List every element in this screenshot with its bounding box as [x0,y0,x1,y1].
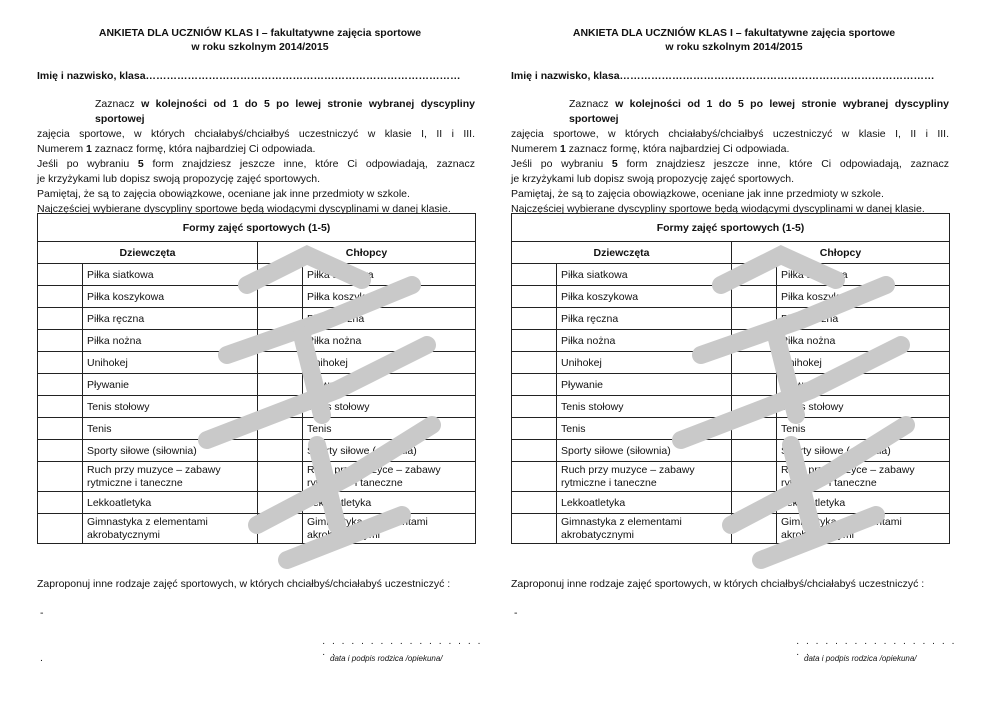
table-row [512,396,950,418]
rank-box-girls[interactable] [512,352,557,374]
rank-box-boys[interactable] [732,418,777,440]
table-row [512,514,950,544]
rank-box-girls[interactable] [512,374,557,396]
rank-box-girls[interactable] [38,396,83,418]
col-girls: Dziewczęta [38,242,258,264]
rank-box-girls[interactable] [38,330,83,352]
rank-box-boys[interactable] [258,462,303,492]
sport-label-boys: Piłka siatkowa [303,264,476,286]
sport-label-boys: Pływanie [777,374,950,396]
table-row [512,418,950,440]
table-row [38,440,476,462]
table-row [38,514,476,544]
table-row [38,286,476,308]
instructions: Zaznacz w kolejności od 1 do 5 po lewej stronie wybranej dyscypliny sportowej zajęcia sportowe, w których chciałabyś/chciałbyś uczestniczyć w klasie I, II i III. Numerem 1 zaznacz formę, która najbardziej Ci odpowiada. Jeśli po wybraniu 5 form znajdziesz jeszcze inne, które Ci odpowiadają, zaznacz je krzyżykami lub dopisz swoją propozycję zajęć sportowych. Pamiętaj, że są to zajęcia obowiązkowe, oceniane jak inne przedmioty w szkole. Najczęściej wybierane dyscypliny sportowe będą wiodącymi dyscyplinami w danej klasie. [511,98,949,215]
table-row [38,462,476,492]
signature-label: data i podpis rodzica /opiekuna/ [804,654,917,663]
sport-label-girls: Piłka nożna [83,330,258,352]
sport-label-girls: Sporty siłowe (siłownia) [83,440,258,462]
rank-box-boys[interactable] [732,396,777,418]
rank-box-boys[interactable] [258,308,303,330]
rank-box-girls[interactable] [512,330,557,352]
sport-label-girls: Piłka nożna [557,330,732,352]
signature-dots[interactable]: · · · · · · · · · · · · · · · · · · · [796,638,957,660]
sport-label-boys: Unihokej [303,352,476,374]
signature-label: data i podpis rodzica /opiekuna/ [330,654,443,663]
rank-box-boys[interactable] [732,352,777,374]
rank-box-boys[interactable] [258,396,303,418]
sport-label-girls: Lekkoatletyka [83,492,258,514]
rank-box-girls[interactable] [38,286,83,308]
sport-label-girls: Tenis [557,418,732,440]
table-row [512,374,950,396]
col-boys: Chłopcy [258,242,476,264]
col-girls: Dziewczęta [512,242,732,264]
sport-label-boys: Tenis [777,418,950,440]
sport-label-girls: Tenis stołowy [83,396,258,418]
rank-box-boys[interactable] [732,374,777,396]
sport-label-girls: Unihokej [83,352,258,374]
table-row [38,264,476,286]
rank-box-boys[interactable] [258,264,303,286]
sport-label-girls: Piłka ręczna [557,308,732,330]
rank-box-girls[interactable] [512,308,557,330]
sport-label-girls: Lekkoatletyka [557,492,732,514]
table-row [38,492,476,514]
table-row [512,440,950,462]
sport-label-boys: Sporty siłowe (siłownia) [303,440,476,462]
rank-box-girls[interactable] [512,514,557,544]
survey-form-left [37,0,483,701]
sport-label-girls: Ruch przy muzyce – zabawy rytmiczne i taneczne [83,462,258,492]
rank-box-boys[interactable] [732,286,777,308]
sport-label-girls: Piłka koszykowa [557,286,732,308]
table-row [512,352,950,374]
rank-box-girls[interactable] [38,374,83,396]
table-row [512,286,950,308]
rank-box-boys[interactable] [732,492,777,514]
table-row [38,352,476,374]
rank-box-boys[interactable] [258,286,303,308]
table-row [512,492,950,514]
sport-label-girls: Gimnastyka z elementami akrobatycznymi [557,514,732,544]
table-row [512,264,950,286]
sport-label-boys: Piłka siatkowa [777,264,950,286]
table-row [38,330,476,352]
answer-line-2[interactable]: . [40,652,43,664]
rank-box-girls[interactable] [38,308,83,330]
rank-box-girls[interactable] [512,440,557,462]
sport-label-girls: Gimnastyka z elementami akrobatycznymi [83,514,258,544]
table-header: Formy zajęć sportowych (1-5) [512,214,950,242]
rank-box-boys[interactable] [258,374,303,396]
rank-box-boys[interactable] [732,264,777,286]
propose-text: Zaproponuj inne rodzaje zajęć sportowych, w których chciałbyś/chciałabyś uczestniczyć : [37,578,451,590]
table-row [512,462,950,492]
sport-label-boys: Tenis stołowy [777,396,950,418]
table-row [38,374,476,396]
sport-label-girls: Piłka siatkowa [557,264,732,286]
sport-label-girls: Tenis stołowy [557,396,732,418]
sport-label-girls: Pływanie [83,374,258,396]
sport-label-boys: Lekkoatletyka [303,492,476,514]
rank-box-boys[interactable] [732,308,777,330]
sport-label-boys: Piłka ręczna [303,308,476,330]
name-class-line[interactable]: Imię i nazwisko, klasa……………………………………………………………………………… [37,70,461,82]
sport-label-girls: Piłka koszykowa [83,286,258,308]
col-boys: Chłopcy [732,242,950,264]
table-row [38,308,476,330]
rank-box-girls[interactable] [38,264,83,286]
sports-table [37,213,476,544]
rank-box-girls[interactable] [512,462,557,492]
rank-box-boys[interactable] [258,330,303,352]
sport-label-girls: Piłka ręczna [83,308,258,330]
sport-label-boys: Lekkoatletyka [777,492,950,514]
sport-label-boys: Sporty siłowe (siłownia) [777,440,950,462]
sport-label-boys: Tenis [303,418,476,440]
table-header: Formy zajęć sportowych (1-5) [38,214,476,242]
rank-box-girls[interactable] [512,286,557,308]
rank-box-girls[interactable] [512,418,557,440]
form-title: ANKIETA DLA UCZNIÓW KLAS I – fakultatywne zajęcia sportowe w roku szkolnym 2014/2015 [572,27,896,53]
sport-label-boys: Ruch przy muzyce – zabawy rytmiczne i taneczne [777,462,950,492]
signature-dots[interactable]: · · · · · · · · · · · · · · · · · · · [322,638,483,660]
sport-label-boys: Gimnastyka z elementami akrobatycznymi [303,514,476,544]
sport-label-boys: Piłka koszykowa [303,286,476,308]
rank-box-boys[interactable] [732,440,777,462]
rank-box-boys[interactable] [732,514,777,544]
instructions: Zaznacz w kolejności od 1 do 5 po lewej stronie wybranej dyscypliny sportowej zajęcia sportowe, w których chciałabyś/chciałbyś uczestniczyć w klasie I, II i III. Numerem 1 zaznacz formę, która najbardziej Ci odpowiada. Jeśli po wybraniu 5 form znajdziesz jeszcze inne, które Ci odpowiadają, zaznacz je krzyżykami lub dopisz swoją propozycję zajęć sportowych. Pamiętaj, że są to zajęcia obowiązkowe, oceniane jak inne przedmioty w szkole. Najczęściej wybierane dyscypliny sportowe będą wiodącymi dyscyplinami w danej klasie. [37,98,475,215]
rank-box-boys[interactable] [258,352,303,374]
table-row [512,308,950,330]
sport-label-boys: Gimnastyka z elementami akrobatycznymi [777,514,950,544]
rank-box-girls[interactable] [38,440,83,462]
sport-label-boys: Unihokej [777,352,950,374]
rank-box-girls[interactable] [38,462,83,492]
rank-box-boys[interactable] [258,418,303,440]
name-class-line[interactable]: Imię i nazwisko, klasa……………………………………………………………………………… [511,70,935,82]
rank-box-boys[interactable] [258,514,303,544]
sport-label-boys: Ruch przy muzyce – zabawy rytmiczne i taneczne [303,462,476,492]
table-row [38,396,476,418]
rank-box-girls[interactable] [512,492,557,514]
propose-text: Zaproponuj inne rodzaje zajęć sportowych, w których chciałbyś/chciałabyś uczestniczyć : [511,578,925,590]
rank-box-boys[interactable] [732,330,777,352]
rank-box-boys[interactable] [732,462,777,492]
rank-box-girls[interactable] [38,352,83,374]
sport-label-girls: Sporty siłowe (siłownia) [557,440,732,462]
sport-label-girls: Piłka siatkowa [83,264,258,286]
table-row [512,330,950,352]
sports-table [511,213,950,544]
sport-label-boys: Piłka nożna [777,330,950,352]
rank-box-boys[interactable] [258,440,303,462]
sport-label-boys: Tenis stołowy [303,396,476,418]
sport-label-girls: Ruch przy muzyce – zabawy rytmiczne i taneczne [557,462,732,492]
sport-label-boys: Piłka nożna [303,330,476,352]
sport-label-girls: Pływanie [557,374,732,396]
sport-label-boys: Pływanie [303,374,476,396]
answer-line-1[interactable]: - [40,607,44,619]
rank-box-girls[interactable] [512,264,557,286]
rank-box-boys[interactable] [258,492,303,514]
form-title: ANKIETA DLA UCZNIÓW KLAS I – fakultatywne zajęcia sportowe w roku szkolnym 2014/2015 [98,27,422,53]
answer-line-1[interactable]: - [514,607,518,619]
table-row [38,418,476,440]
sport-label-girls: Unihokej [557,352,732,374]
rank-box-girls[interactable] [38,492,83,514]
rank-box-girls[interactable] [38,514,83,544]
sport-label-girls: Tenis [83,418,258,440]
rank-box-girls[interactable] [38,418,83,440]
sport-label-boys: Piłka koszykowa [777,286,950,308]
survey-form-right [511,0,957,701]
sport-label-boys: Piłka ręczna [777,308,950,330]
rank-box-girls[interactable] [512,396,557,418]
